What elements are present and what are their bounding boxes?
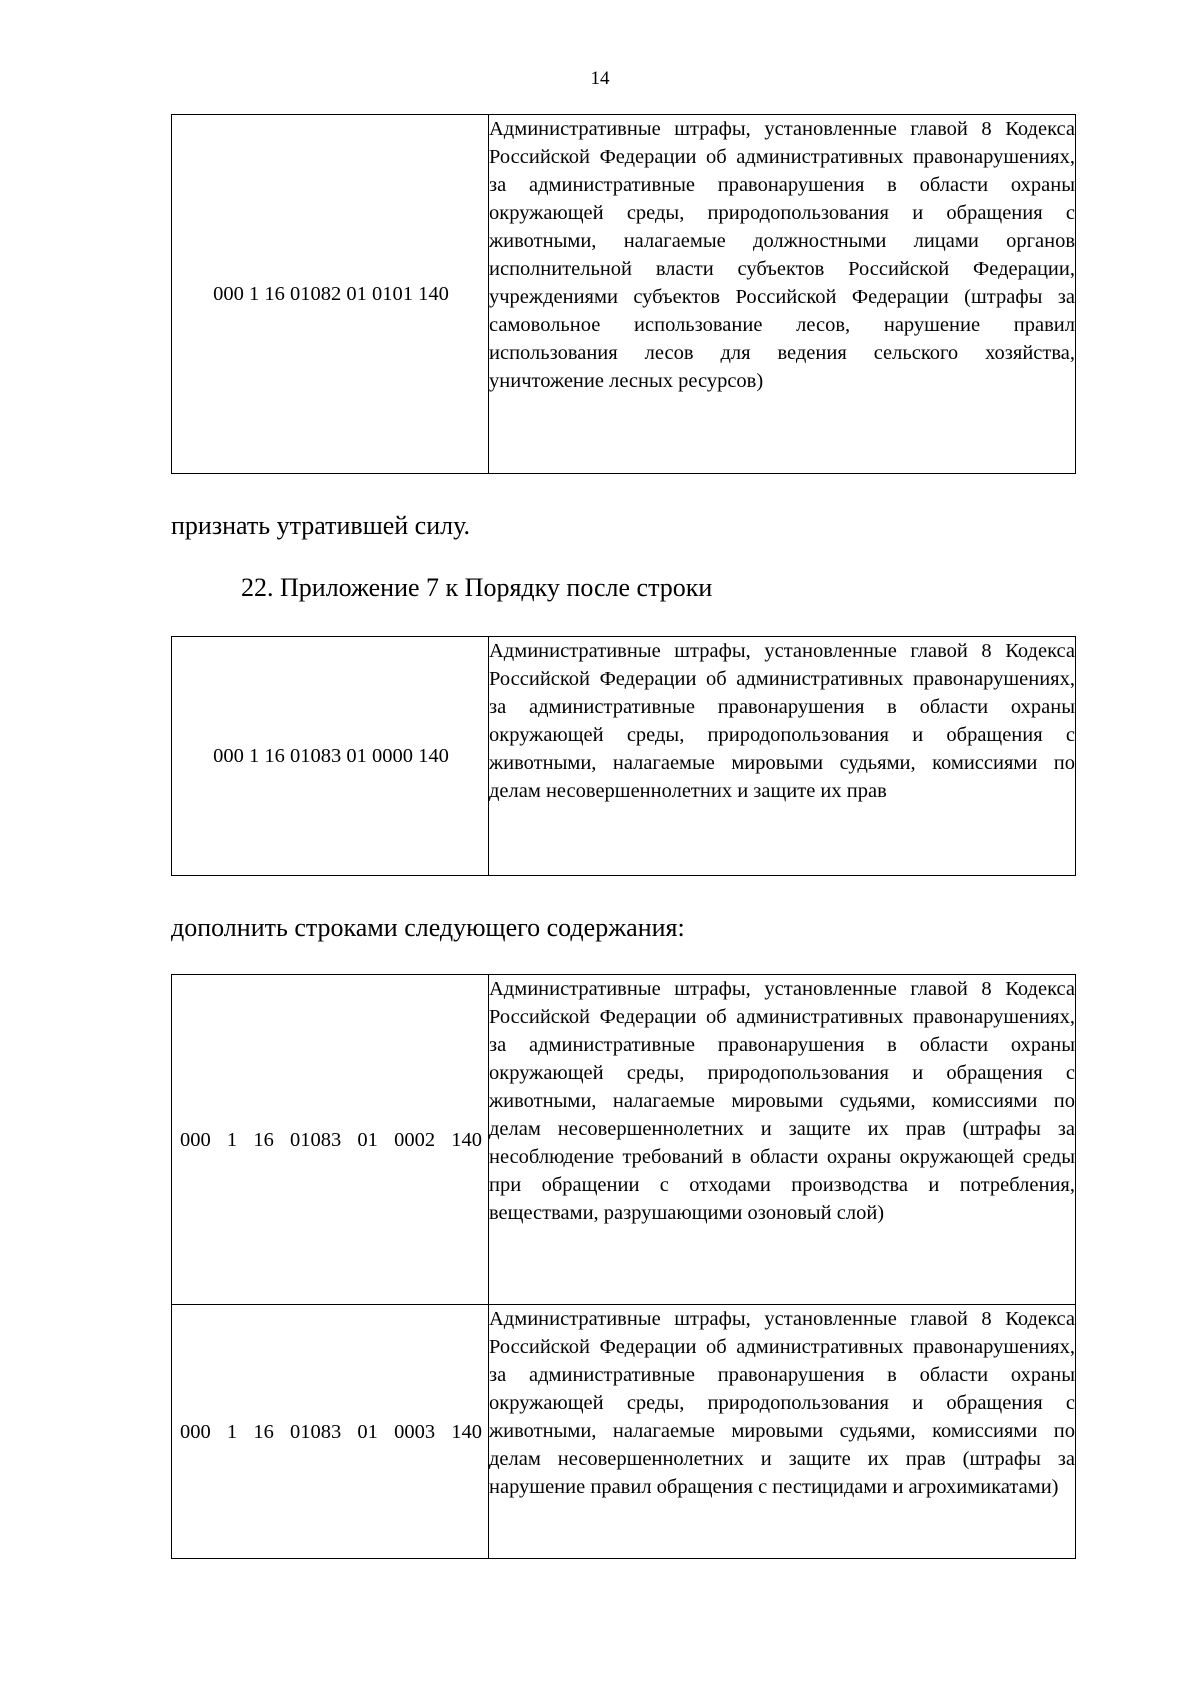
code-cell bbox=[172, 975, 489, 1305]
table-anchor-row bbox=[171, 636, 1076, 876]
table-row bbox=[172, 975, 1076, 1305]
paragraph-item-22: 22. Приложение 7 к Порядку после строки bbox=[241, 573, 713, 602]
table-row bbox=[172, 637, 1076, 876]
code-cell bbox=[172, 1305, 489, 1559]
code-cell bbox=[172, 637, 489, 876]
table-row bbox=[172, 115, 1076, 474]
paragraph-invalidate: признать утратившей силу. bbox=[171, 511, 470, 540]
description-cell: Административные штрафы, установленные главой 8 Кодекса Российской Федерации об административных правонарушениях, за административные правонарушения в области охраны окружающей среды, природопользования и обращения с животными, налагаемые мировыми судьями, комиссиями по делам несовершеннолетних и защите их прав (штрафы за несоблюдение требований в области охраны окружающей среды при обращении с отходами производства и потребления, веществами, разрушающими озоновый слой) bbox=[489, 975, 1076, 1305]
table-row bbox=[172, 1305, 1076, 1559]
code-cell bbox=[172, 115, 489, 474]
description-cell: Административные штрафы, установленные главой 8 Кодекса Российской Федерации об административных правонарушениях, за административные правонарушения в области охраны окружающей среды, природопользования и обращения с животными, налагаемые мировыми судьями, комиссиями по делам несовершеннолетних и защите их прав (штрафы за нарушение правил обращения с пестицидами и агрохимикатами) bbox=[489, 1305, 1076, 1559]
page-number: 14 bbox=[590, 68, 610, 89]
table-excluded-row bbox=[171, 114, 1076, 474]
table-new-rows bbox=[171, 974, 1076, 1559]
description-cell: Административные штрафы, установленные главой 8 Кодекса Российской Федерации об административных правонарушениях, за административные правонарушения в области охраны окружающей среды, природопользования и обращения с животными, налагаемые мировыми судьями, комиссиями по делам несовершеннолетних и защите их прав bbox=[489, 637, 1076, 876]
budget-code: 000 1 16 01083 01 0000 140 bbox=[213, 745, 449, 767]
budget-code: 000 1 16 01082 01 0101 140 bbox=[213, 283, 449, 305]
paragraph-supplement: дополнить строками следующего содержания: bbox=[171, 913, 685, 942]
description-cell: Административные штрафы, установленные главой 8 Кодекса Российской Федерации об административных правонарушениях, за административные правонарушения в области охраны окружающей среды, природопользования и обращения с животными, налагаемые должностными лицами органов исполнительной власти субъектов Российской Федерации, учреждениями субъектов Российской Федерации (штрафы за самовольное использование лесов, нарушение правил использования лесов для ведения сельского хозяйства, уничтожение лесных ресурсов) bbox=[489, 115, 1076, 474]
budget-code: 000 1 16 01083 01 0003 140 bbox=[180, 1420, 482, 1443]
budget-code: 000 1 16 01083 01 0002 140 bbox=[180, 1128, 482, 1151]
